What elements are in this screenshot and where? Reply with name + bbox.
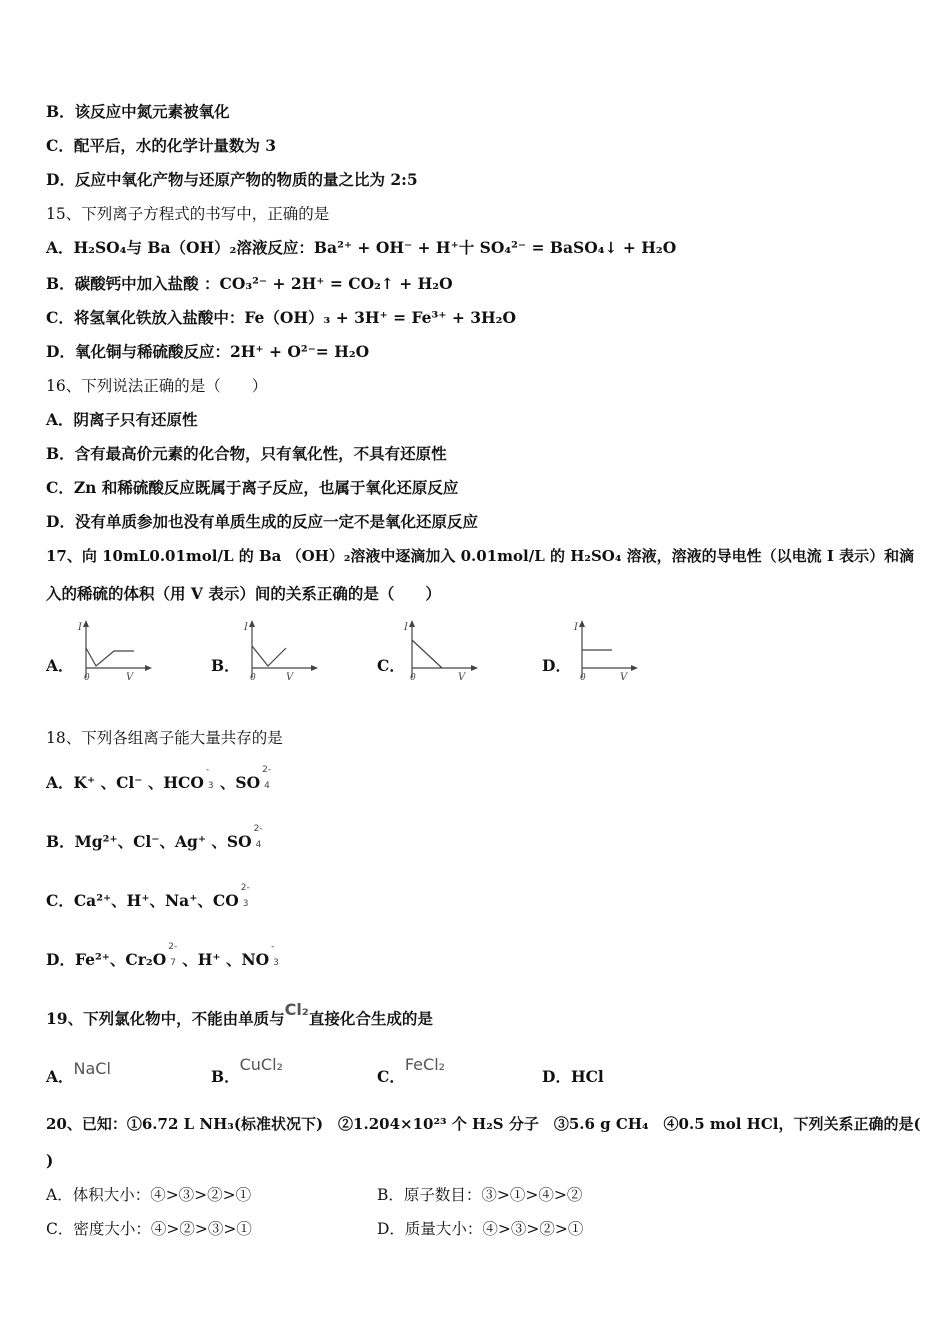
q17-graph-c: [400, 618, 480, 684]
q16-option-a: A．阴离子只有还原性: [46, 410, 198, 429]
q19-option-a: A．NaCl: [46, 1059, 111, 1086]
q18-c-co3-charge: 2- 3: [240, 883, 250, 909]
q14-option-d: D．反应中氧化产物与还原产物的物质的量之比为 2:5: [46, 170, 418, 189]
q15-option-d: D．氧化铜与稀硫酸反应：2H⁺ + O²⁻= H₂O: [46, 342, 370, 361]
q19-option-b: B．CuCl₂: [211, 1055, 283, 1086]
q16-option-b: B．含有最高价元素的化合物，只有氧化性，不具有还原性: [46, 444, 447, 463]
q17-b-axis-y: I: [244, 622, 248, 633]
q17-b-axis-x: V: [286, 672, 294, 683]
q17-a-origin: 0: [84, 673, 90, 683]
q17-option-a-label: A．: [46, 656, 74, 675]
q18-c-text: C．Ca²⁺、H⁺、Na⁺、CO: [46, 891, 239, 910]
q18-option-b: [46, 824, 268, 853]
q17-d-origin: 0: [580, 673, 586, 683]
q17-b-origin: 0: [250, 673, 256, 683]
q17-a-axis-x: V: [126, 672, 134, 683]
q18-b-text: B．Mg²⁺、Cl⁻、Ag⁺ 、SO: [46, 832, 252, 851]
q20-option-d: D．质量大小：④>③>②>①: [377, 1220, 584, 1238]
q18-option-c: [46, 883, 255, 912]
q19-stem-cl2: Cl₂: [284, 1000, 309, 1019]
q19-option-d: D．HCl: [542, 1067, 604, 1086]
q20-option-a: A．体积大小：④>③>②>①: [46, 1186, 252, 1204]
q18-a-so4-charge: 2- 4: [262, 765, 272, 791]
q18-a-hco3-charge: - 3: [205, 765, 214, 791]
q18-d-no3-charge: - 3: [271, 942, 279, 968]
q19-option-c: C．FeCl₂: [377, 1055, 446, 1086]
q16-option-d: D．没有单质参加也没有单质生成的反应一定不是氧化还原反应: [46, 512, 478, 531]
q18-option-a: A．K⁺ 、Cl⁻ 、HCO - 3 、SO 2- 4: [46, 773, 276, 794]
q20-stem-line1: 20、已知：①6.72 L NH₃(标准状况下) ②1.204×10²³ 个 H₂S 分子 ③5.6 g CH₄ ④0.5 mol HCl，下列关系正确的是(: [46, 1115, 921, 1133]
q19-a-formula: NaCl: [73, 1059, 111, 1078]
q20-option-c: C．密度大小：④>②>③>①: [46, 1220, 252, 1238]
q17-option-d-label: D．: [542, 656, 571, 675]
q18-d-text1: D．Fe²⁺、Cr₂O: [46, 950, 167, 969]
q17-stem-line2: 入的稀硫的体积（用 V 表示）间的关系正确的是（ ）: [46, 584, 441, 603]
q17-c-axis-y: I: [404, 622, 408, 633]
q17-graph-b: [240, 618, 320, 684]
q16-option-c: C．Zn 和稀硫酸反应既属于离子反应，也属于氧化还原反应: [46, 478, 459, 497]
q17-graph-d: [570, 618, 650, 684]
q15-stem: 15、下列离子方程式的书写中，正确的是: [46, 205, 330, 223]
q17-stem-line1: 17、向 10mL0.01mol/L 的 Ba （OH）₂溶液中逐滴加入 0.01mol/L 的 H₂SO₄ 溶液，溶液的导电性（以电流 I 表示）和滴: [46, 547, 915, 565]
q18-option-d: [46, 942, 285, 971]
q18-d-cr2o7-charge: 2- 7: [168, 942, 178, 968]
q17-d-axis-y: I: [574, 622, 578, 633]
q16-stem: 16、下列说法正确的是（ ）: [46, 377, 268, 395]
q20-stem-line2: ): [46, 1151, 54, 1170]
q20-option-b: B．原子数目：③>①>④>②: [377, 1186, 583, 1204]
q17-c-axis-x: V: [458, 672, 466, 683]
q18-b-so4-charge: 2- 4: [253, 824, 263, 850]
q17-c-origin: 0: [410, 673, 416, 683]
q18-stem: 18、下列各组离子能大量共存的是: [46, 729, 283, 747]
q19-stem-pre: 19、下列氯化物中，不能由单质与: [46, 1009, 285, 1028]
q14-option-c: C．配平后，水的化学计量数为 3: [46, 136, 277, 155]
q19-c-formula: FeCl₂: [404, 1055, 446, 1074]
q19-stem-post: 直接化合生成的是: [308, 1009, 433, 1028]
q17-option-b-label: B．: [211, 656, 240, 675]
q18-a-so: SO: [235, 773, 261, 792]
q18-d-text2: 、H⁺ 、NO: [182, 950, 270, 969]
q18-a-text: A．K⁺ 、Cl⁻ 、HCO: [46, 773, 204, 792]
q19-stem: [46, 1000, 433, 1029]
q17-option-c-label: C．: [377, 656, 405, 675]
q15-option-c: C．将氢氧化铁放入盐酸中：Fe（OH）₃ + 3H⁺ = Fe³⁺ + 3H₂O: [46, 308, 516, 327]
q15-option-b: B．碳酸钙中加入盐酸 ：CO₃²⁻ + 2H⁺ = CO₂↑ + H₂O: [46, 274, 453, 293]
q19-b-formula: CuCl₂: [239, 1055, 283, 1074]
q17-d-axis-x: V: [620, 672, 628, 683]
q17-a-axis-y: I: [78, 622, 82, 633]
q15-option-a: A．H₂SO₄与 Ba（OH）₂溶液反应：Ba²⁺ + OH⁻ + H⁺十 SO₄²⁻ = BaSO₄↓ + H₂O: [46, 238, 677, 257]
q17-graph-a: [74, 618, 154, 684]
q14-option-b: B．该反应中氮元素被氧化: [46, 102, 230, 121]
